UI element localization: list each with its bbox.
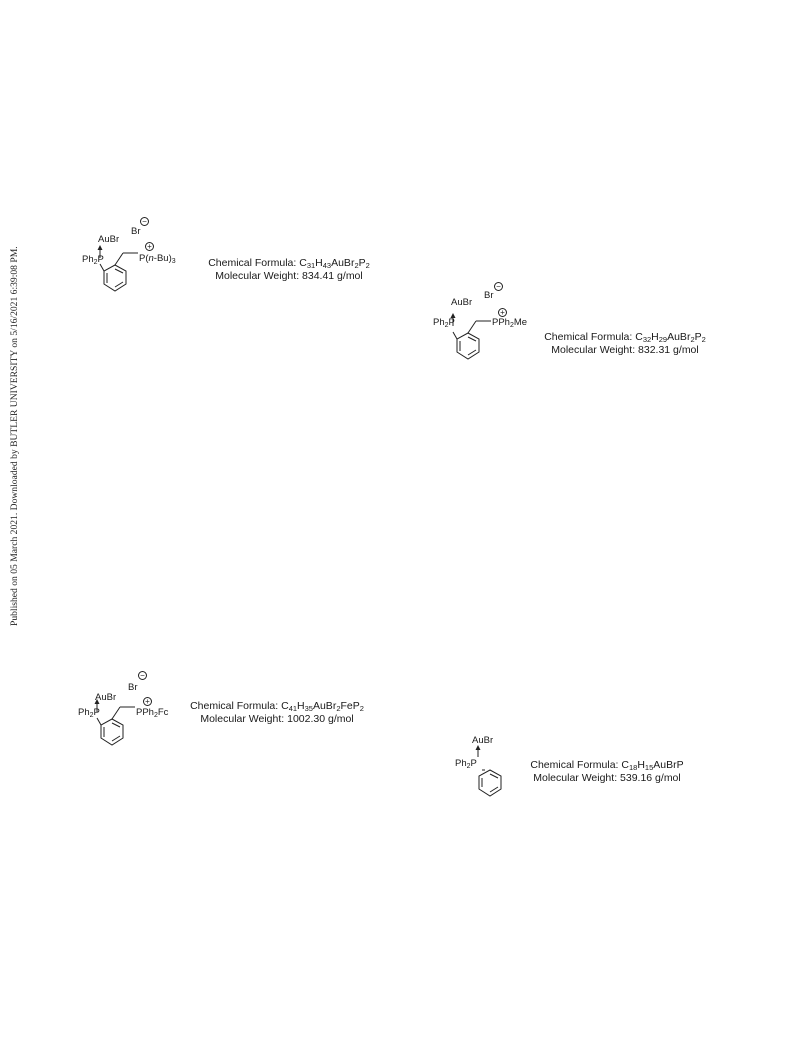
compound-1-br-label: Br	[131, 226, 141, 237]
compound-4-formula: Chemical Formula: $C_{18}H_{15}AuBrP$	[530, 759, 684, 772]
compound-2-weight: Molecular Weight: 832.31 g/mol	[551, 344, 699, 356]
compound-4-ph2p-label: $Ph_2P$	[455, 758, 477, 770]
compound-1-cation-group: $P(n-Bu)_3$	[139, 253, 176, 265]
compound-3-structure	[75, 666, 195, 756]
compound-3-weight: Molecular Weight: 1002.30 g/mol	[200, 713, 354, 725]
compound-4-weight: Molecular Weight: 539.16 g/mol	[533, 772, 681, 784]
compound-1-plus-charge: +	[145, 242, 154, 251]
compound-1-au-arrowhead	[98, 245, 103, 250]
compound-3-minus-charge: −	[138, 671, 147, 680]
compound-2-structure	[431, 280, 551, 370]
compound-3-cation-group: PPh$_2$Fc	[136, 707, 169, 719]
sidebar-watermark	[4, 0, 26, 1039]
compound-2-plus-charge: +	[498, 308, 507, 317]
compound-1-structure	[78, 212, 198, 302]
compound-1-minus-charge: −	[140, 217, 149, 226]
compound-3-aubr-label: AuBr	[95, 692, 117, 703]
compound-2-p-ring-bond	[453, 332, 457, 339]
compound-2-formula: Chemical Formula: $C_{32}H_{29}AuBr_2P_2$	[544, 331, 706, 344]
compound-2-ph2p-label: $Ph_2P$	[433, 317, 455, 329]
compound-2-cation-group: PPh$_2$Me	[492, 317, 528, 329]
compound-2-br-label: Br	[484, 290, 494, 301]
compound-4-structure	[452, 732, 522, 812]
publication-notice: Published on 05 March 2021. Downloaded by BUTLER UNIVERSITY on 5/16/2021 6:39:08 PM.	[9, 246, 20, 626]
compound-4-info	[519, 759, 695, 785]
compound-1-weight: Molecular Weight: 834.41 g/mol	[215, 270, 363, 282]
compound-2-info	[536, 331, 714, 357]
compound-1-p-ring-bond	[100, 264, 104, 271]
compound-3-info	[181, 700, 373, 726]
compound-4-aubr-label: AuBr	[472, 735, 494, 746]
compound-3-p-ring-bond	[97, 718, 101, 725]
compound-3-formula: Chemical Formula: $C_{41}H_{35}AuBr_2FeP_2$	[190, 700, 364, 713]
compound-3-ring-ch2-bond	[112, 707, 120, 719]
compound-1-ring-ch2-bond	[115, 253, 123, 265]
compound-1-info	[200, 257, 378, 283]
compound-1-ph2p-label: $Ph_2P$	[82, 254, 104, 266]
compound-2-minus-charge: −	[494, 282, 503, 291]
compound-2-ring-ch2-bond	[468, 321, 476, 333]
compound-2-aubr-label: AuBr	[451, 297, 473, 308]
compound-3-ph2p-label: $Ph_2P$	[78, 707, 100, 719]
compound-1-aubr-label: AuBr	[98, 234, 120, 245]
compound-3-br-label: Br	[128, 682, 138, 693]
compound-1-formula: Chemical Formula: $C_{31}H_{43}AuBr_2P_2$	[208, 257, 370, 270]
compound-3-plus-charge: +	[143, 697, 152, 706]
